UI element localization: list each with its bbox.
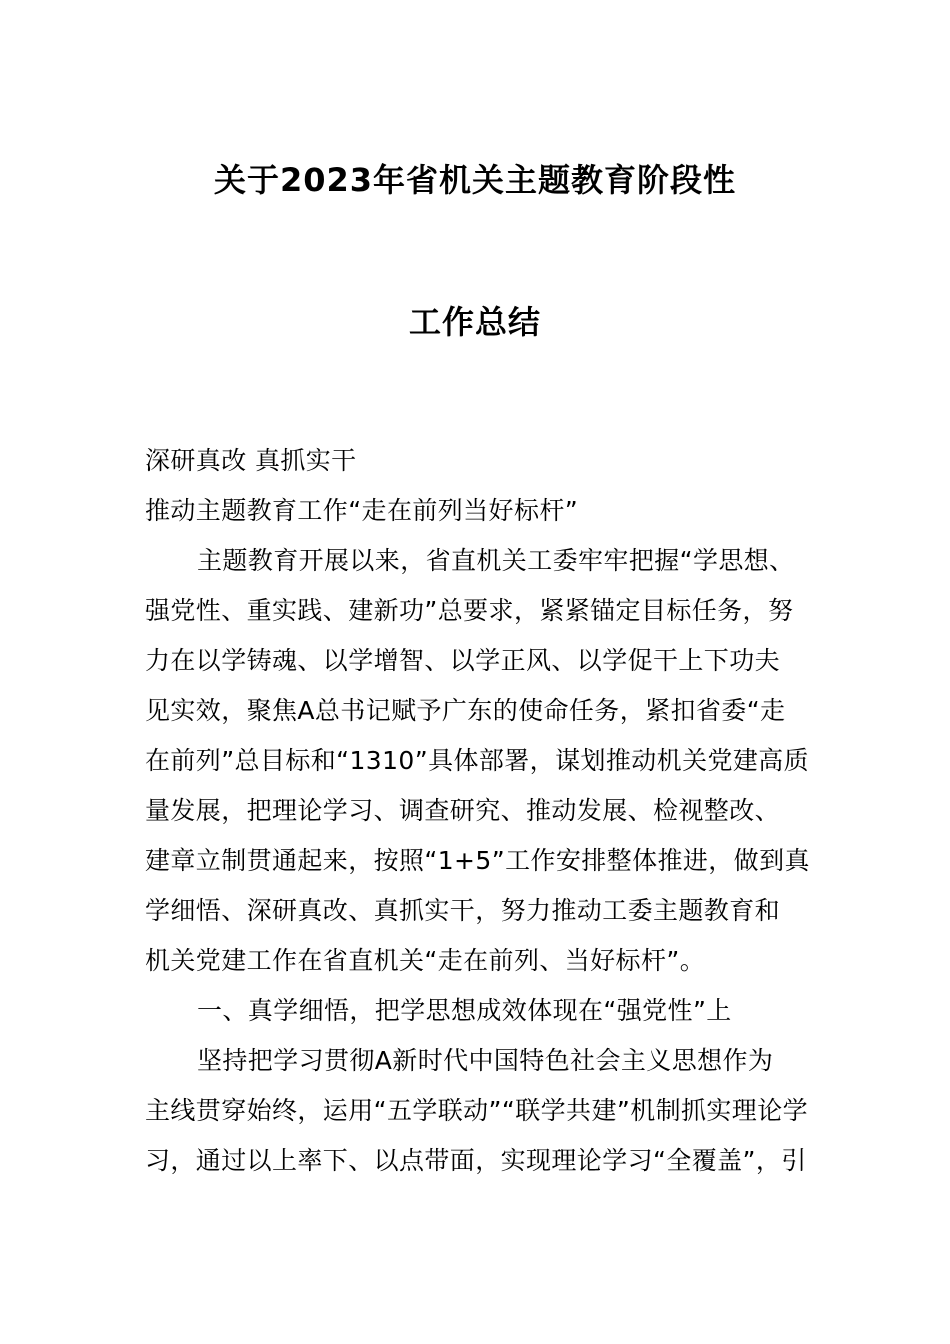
section-heading: 一、真学细悟，把学思想成效体现在“强党性”上 — [197, 996, 732, 1025]
paragraph-1-line: 见实效，聚焦A总书记赋予广东的使命任务，紧扣省委“走 — [145, 696, 786, 725]
paragraph-1-line: 建章立制贯通起来，按照“1+5”工作安排整体推进，做到真 — [145, 846, 810, 875]
paragraph-1-line: 量发展，把理论学习、调查研究、推动发展、检视整改、 — [145, 796, 781, 825]
paragraph-1-line: 力在以学铸魂、以学增智、以学正风、以学促干上下功夫 — [145, 646, 781, 675]
paragraph-2-line: 主线贯穿始终，运用“五学联动”“联学共建”机制抓实理论学 — [145, 1096, 809, 1125]
paragraph-1-line: 学细悟、深研真改、真抓实干，努力推动工委主题教育和 — [145, 896, 781, 925]
paragraph-2-line: 坚持把学习贯彻A新时代中国特色社会主义思想作为 — [197, 1046, 774, 1075]
paragraph-1-line: 机关党建工作在省直机关“走在前列、当好标杆”。 — [145, 946, 706, 975]
subtitle-line-2: 推动主题教育工作“走在前列当好标杆” — [145, 496, 579, 525]
subtitle-line-1: 深研真改 真抓实干 — [145, 446, 357, 475]
paragraph-1-line: 主题教育开展以来，省直机关工委牢牢把握“学思想、 — [197, 546, 795, 575]
paragraph-2-line: 习，通过以上率下、以点带面，实现理论学习“全覆盖”，引 — [145, 1146, 807, 1175]
paragraph-1-line: 强党性、重实践、建新功”总要求，紧紧锚定目标任务，努 — [145, 596, 794, 625]
paragraph-1-line: 在前列”总目标和“1310”具体部署，谋划推动机关党建高质 — [145, 746, 810, 775]
document-title-line-1: 关于2023年省机关主题教育阶段性 — [213, 161, 737, 199]
document-title-line-2: 工作总结 — [408, 303, 541, 341]
